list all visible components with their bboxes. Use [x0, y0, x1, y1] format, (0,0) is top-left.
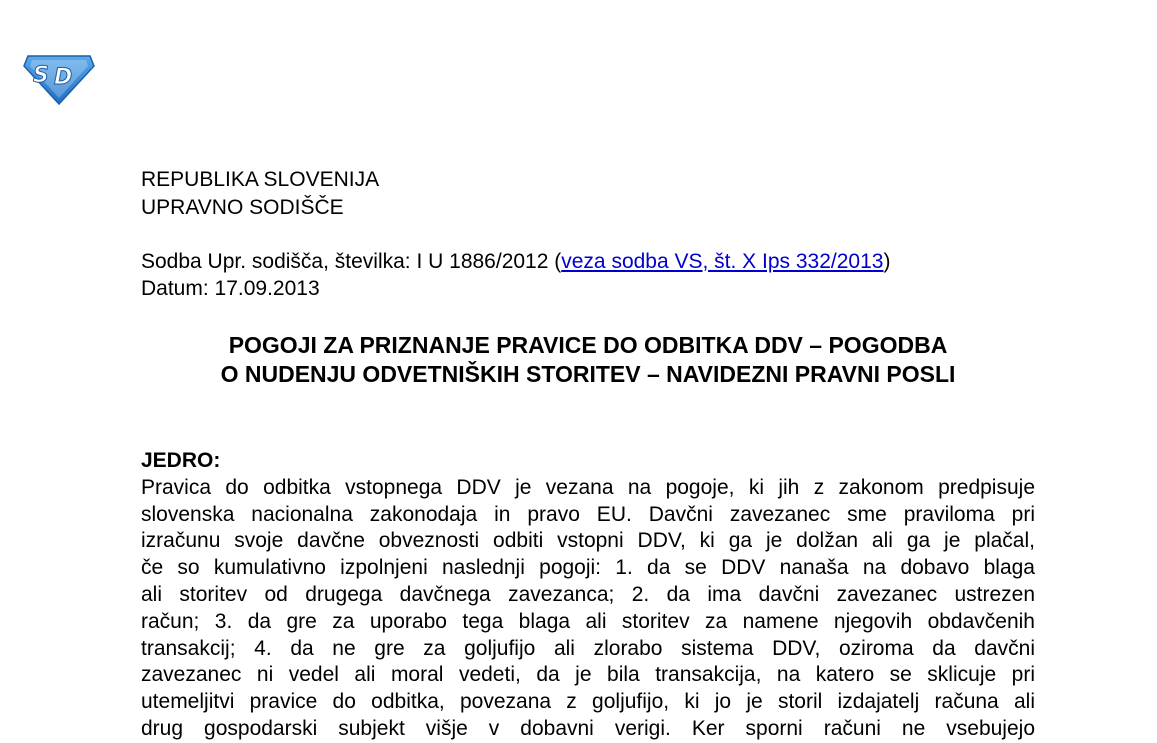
- related-judgment-link[interactable]: veza sodba VS, št. X Ips 332/2013: [561, 250, 884, 273]
- core-line: ali storitev od drugega davčnega zavezanca; 2. da ima davčni zavezanec ustrezen: [141, 582, 1035, 606]
- core-line: izračunu svoje davčne obveznosti odbiti vstopni DDV, ki ga je dolžan ali ga je plačal,: [141, 529, 1035, 553]
- svg-text:S: S: [33, 63, 49, 88]
- title-line-2: O NUDENJU ODVETNIŠKIH STORITEV – NAVIDEZNI PRAVNI POSLI: [220, 361, 956, 387]
- core-line: utemeljitvi pravice do odbitka, povezana z goljufijo, ki jo je storil izdajatelj računa ali: [141, 690, 1035, 714]
- reference-prefix: Sodba Upr. sodišča, številka: I U 1886/2012 (: [141, 250, 562, 273]
- court-name: UPRAVNO SODIŠČE: [141, 196, 344, 219]
- judgment-reference: [141, 248, 890, 275]
- core-heading: JEDRO:: [141, 449, 221, 472]
- core-line: slovenska nacionalna zakonodaja in pravo EU. Davčni zavezanec sme praviloma pri: [141, 502, 1035, 526]
- core-line: transakcij; 4. da ne gre za goljufijo ali zlorabo sistema DDV, oziroma da davčni: [141, 636, 1035, 660]
- core-line: drug gospodarski subjekt višje v dobavni verigi. Ker sporni računi ne vsebujejo: [141, 716, 1035, 740]
- document-title: [141, 331, 1035, 389]
- reference-suffix: ): [883, 250, 891, 273]
- title-line-1: POGOJI ZA PRIZNANJE PRAVICE DO ODBITKA DDV – POGODBA: [228, 332, 948, 358]
- judgment-meta: [141, 248, 890, 302]
- core-section: [141, 448, 1035, 743]
- court-logo-icon: [22, 48, 96, 106]
- core-line: zavezanec ni vedel ali moral vedeti, da je bila transakcija, na katero se sklicuje pri: [141, 663, 1035, 687]
- core-line: če so kumulativno izpolnjeni naslednji pogoji: 1. da se DDV nanaša na dobavo blaga: [141, 556, 1035, 580]
- core-line: račun; 3. da gre za uporabo tega blaga ali storitev za namene njegovih obdavčenih: [141, 609, 1035, 633]
- country-name: REPUBLIKA SLOVENIJA: [141, 168, 380, 191]
- court-header: [141, 166, 379, 222]
- core-line: Pravica do odbitka vstopnega DDV je vezana na pogoje, ki jih z zakonom predpisuje: [141, 475, 1035, 499]
- judgment-date: Datum: 17.09.2013: [141, 277, 320, 300]
- svg-text:D: D: [54, 65, 73, 90]
